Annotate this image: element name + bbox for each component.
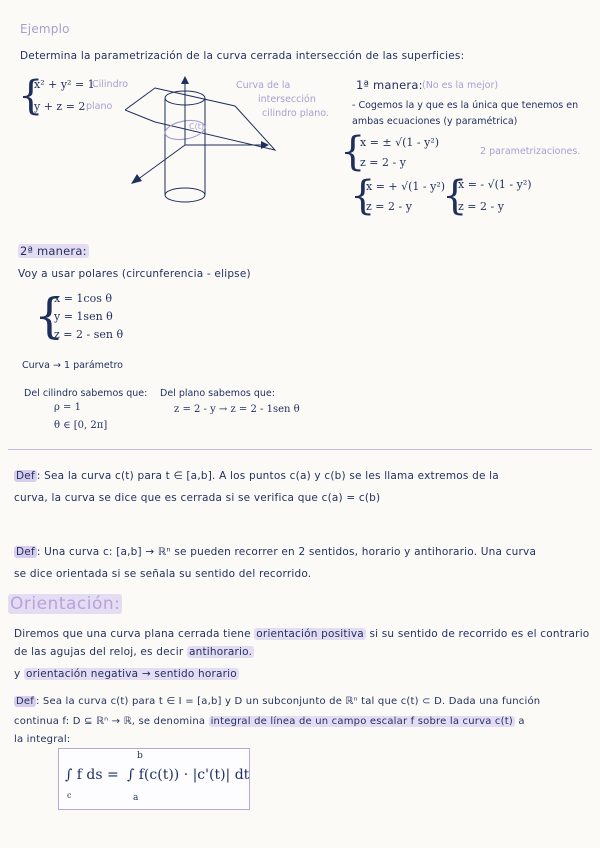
- cylinder-known-title: Del cilindro sabemos que:: [24, 388, 148, 399]
- def2-text1: : Una curva c: [a,b] → ℝⁿ se pueden recorrer en 2 sentidos, horario y antihorario. Una curva: [36, 546, 537, 558]
- manera1-heading: 1ª manera:: [356, 78, 423, 92]
- def3-tag: Def: [16, 696, 34, 707]
- formula-lhs-subscript: c: [67, 791, 72, 800]
- def3-line3: la integral:: [14, 734, 71, 745]
- def1-line1: [14, 466, 499, 486]
- manera1-x-equation: x = ± √(1 - y²): [360, 136, 440, 149]
- plane-known-equation: z = 2 - y → z = 2 - 1sen θ: [174, 404, 300, 415]
- system-brace: {: [18, 73, 44, 119]
- def3-line-integral: integral de línea de un campo escalar f sobre la curva c(t): [210, 716, 513, 727]
- orientacion-negativa: orientación negativa → sentido horario: [25, 668, 237, 680]
- manera2-z: z = 2 - sen θ: [54, 328, 124, 341]
- curve-note-line3: cilindro plano.: [262, 108, 329, 119]
- orientacion-line3-a: y: [14, 668, 21, 680]
- def3-line2: [14, 712, 525, 732]
- orientacion-line1-b: si su sentido de recorrido es el contrario: [369, 628, 590, 640]
- cylinder-rho: ρ = 1: [54, 402, 81, 413]
- formula-upper-limit: b: [137, 751, 143, 761]
- formula-box: [58, 748, 250, 810]
- orientacion-line2-a: de las agujas del reloj, es decir: [14, 646, 184, 658]
- formula-rhs: ∫ f(c(t)) · |c'(t)| dt: [127, 767, 250, 783]
- section-divider: [8, 449, 592, 450]
- manera1-z-equation: z = 2 - y: [360, 156, 406, 169]
- param2-brace: {: [442, 173, 468, 219]
- param2-x: x = - √(1 - y²): [458, 178, 532, 191]
- orientacion-title: [8, 594, 122, 614]
- manera2-desc: Voy a usar polares (circunferencia - elipse): [18, 268, 251, 280]
- cylinder-plane-sketch: [125, 70, 285, 220]
- def1-line2: curva, la curva se dice que es cerrada si se verifica que c(a) = c(b): [14, 492, 381, 504]
- manera1-brace: {: [340, 129, 366, 175]
- param1-x: x = + √(1 - y²): [366, 180, 446, 193]
- orientacion-title-text: Orientación:: [10, 594, 121, 614]
- formula-lower-limit: a: [133, 793, 139, 803]
- def3-line1: [14, 692, 540, 712]
- def2-line1: [14, 542, 536, 562]
- param1-brace: {: [350, 173, 376, 219]
- def3-line2-a: continua f: D ⊆ ℝⁿ → ℝ, se denomina: [14, 716, 206, 727]
- formula-lhs: ∫ f ds =: [65, 767, 119, 783]
- cylinder-note: Cilindro: [92, 79, 129, 90]
- param-note: 2 parametrizaciones.: [480, 146, 581, 157]
- def1-text1: : Sea la curva c(t) para t ∈ [a,b]. A los puntos c(a) y c(b) se les llama extremos de la: [36, 470, 499, 482]
- manera2-heading-text: 2ª manera:: [20, 244, 87, 258]
- orientacion-positiva: orientación positiva: [256, 628, 364, 640]
- curve-params: Curva → 1 parámetro: [22, 360, 123, 371]
- def3-line2-b: a: [518, 716, 525, 727]
- orientacion-line1-a: Diremos que una curva plana cerrada tiene: [14, 628, 251, 640]
- cylinder-theta: θ ∈ [0, 2π]: [54, 420, 108, 431]
- manera1-desc-line1: - Cogemos la y que es la única que tenemos en: [352, 100, 579, 111]
- manera2-x: x = 1cos θ: [54, 292, 112, 305]
- cylinder-equation: x² + y² = 1: [34, 78, 95, 91]
- param2-z: z = 2 - y: [458, 200, 504, 213]
- orientacion-line3: [14, 664, 239, 684]
- problem-statement: Determina la parametrización de la curva cerrada intersección de las superficies:: [20, 50, 465, 62]
- example-title: Ejemplo: [20, 22, 70, 36]
- manera2-heading: [18, 244, 89, 258]
- param1-z: z = 2 - y: [366, 200, 412, 213]
- curve-note-line1: Curva de la: [236, 80, 291, 91]
- def2-tag: Def: [16, 546, 35, 558]
- manera2-y: y = 1sen θ: [54, 310, 113, 323]
- curve-note-line2: intersección: [258, 94, 316, 105]
- def3-text1: : Sea la curva c(t) para t ∈ I = [a,b] y D un subconjunto de ℝⁿ tal que c(t) ⊂ D. Dada una función: [35, 696, 541, 707]
- manera1-desc-line2: ambas ecuaciones (y paramétrica): [352, 116, 518, 127]
- orientacion-line1: [14, 624, 589, 644]
- plane-note: plano: [86, 101, 113, 112]
- orientacion-antihorario: antihorario.: [188, 646, 253, 658]
- manera2-brace: {: [34, 288, 65, 344]
- plane-known-title: Del plano sabemos que:: [160, 388, 275, 399]
- def2-line2: se dice orientada si se señala su sentido del recorrido.: [14, 568, 312, 580]
- def1-tag: Def: [16, 470, 35, 482]
- manera1-note: (No es la mejor): [422, 80, 499, 91]
- orientacion-line2: [14, 642, 254, 662]
- curve-label: C(t): [189, 122, 204, 131]
- plane-equation: y + z = 2: [34, 100, 86, 113]
